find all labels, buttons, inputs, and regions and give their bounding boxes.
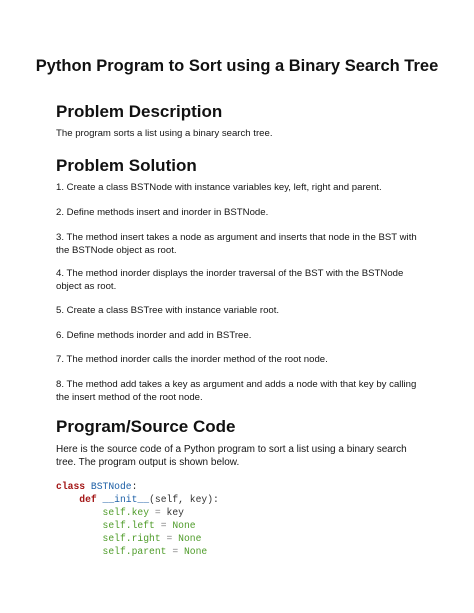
solution-step-8: 8. The method add takes a key as argument and adds a node with that key by calling the insert method of the root node. xyxy=(56,379,417,404)
code-self: self xyxy=(102,533,126,544)
code-attr: .key xyxy=(125,507,150,518)
code-self: self xyxy=(102,546,126,557)
source-intro-text: Here is the source code of a Python program to sort a list using a binary search tree. The program output is shown below. xyxy=(56,444,407,469)
code-keyword: class xyxy=(56,481,86,492)
code-operator: = xyxy=(160,520,167,531)
solution-step-5: 5. Create a class BSTree with instance variable root. xyxy=(56,305,280,316)
heading-source-code: Program/Source Code xyxy=(56,417,236,436)
heading-problem-description: Problem Description xyxy=(56,102,223,121)
code-none: None xyxy=(178,533,202,544)
code-none: None xyxy=(172,520,196,531)
code-none: None xyxy=(183,546,208,557)
code-self: self xyxy=(102,507,126,518)
code-operator: = xyxy=(166,533,173,544)
code-args: (self, key): xyxy=(149,494,219,505)
code-punctuation: : xyxy=(131,481,138,492)
code-function-name: __init__ xyxy=(102,494,150,505)
code-operator: = xyxy=(154,507,161,518)
code-keyword: def xyxy=(79,494,97,505)
document-title: Python Program to Sort using a Binary Search Tree xyxy=(35,57,439,75)
solution-step-3: 3. The method insert takes a node as argument and inserts that node in the BST with the BSTNode object as root. xyxy=(56,232,417,257)
code-value: key xyxy=(166,507,184,518)
solution-step-6: 6. Define methods inorder and add in BSTree. xyxy=(56,330,252,341)
code-operator: = xyxy=(172,546,179,557)
solution-step-1: 1. Create a class BSTNode with instance variables key, left, right and parent. xyxy=(56,182,382,193)
code-class-name: BSTNode xyxy=(90,481,132,492)
description-text: The program sorts a list using a binary search tree. xyxy=(56,128,273,139)
solution-step-2: 2. Define methods insert and inorder in BSTNode. xyxy=(56,207,269,218)
solution-step-4: 4. The method inorder displays the inorder traversal of the BST with the BSTNode object as root. xyxy=(56,268,404,293)
code-attr: .parent xyxy=(125,546,167,557)
code-attr: .left xyxy=(125,520,155,531)
code-self: self xyxy=(102,520,126,531)
solution-step-7: 7. The method inorder calls the inorder method of the root node. xyxy=(56,354,328,365)
heading-problem-solution: Problem Solution xyxy=(56,156,197,175)
code-block xyxy=(56,480,219,558)
code-attr: .right xyxy=(125,533,161,544)
